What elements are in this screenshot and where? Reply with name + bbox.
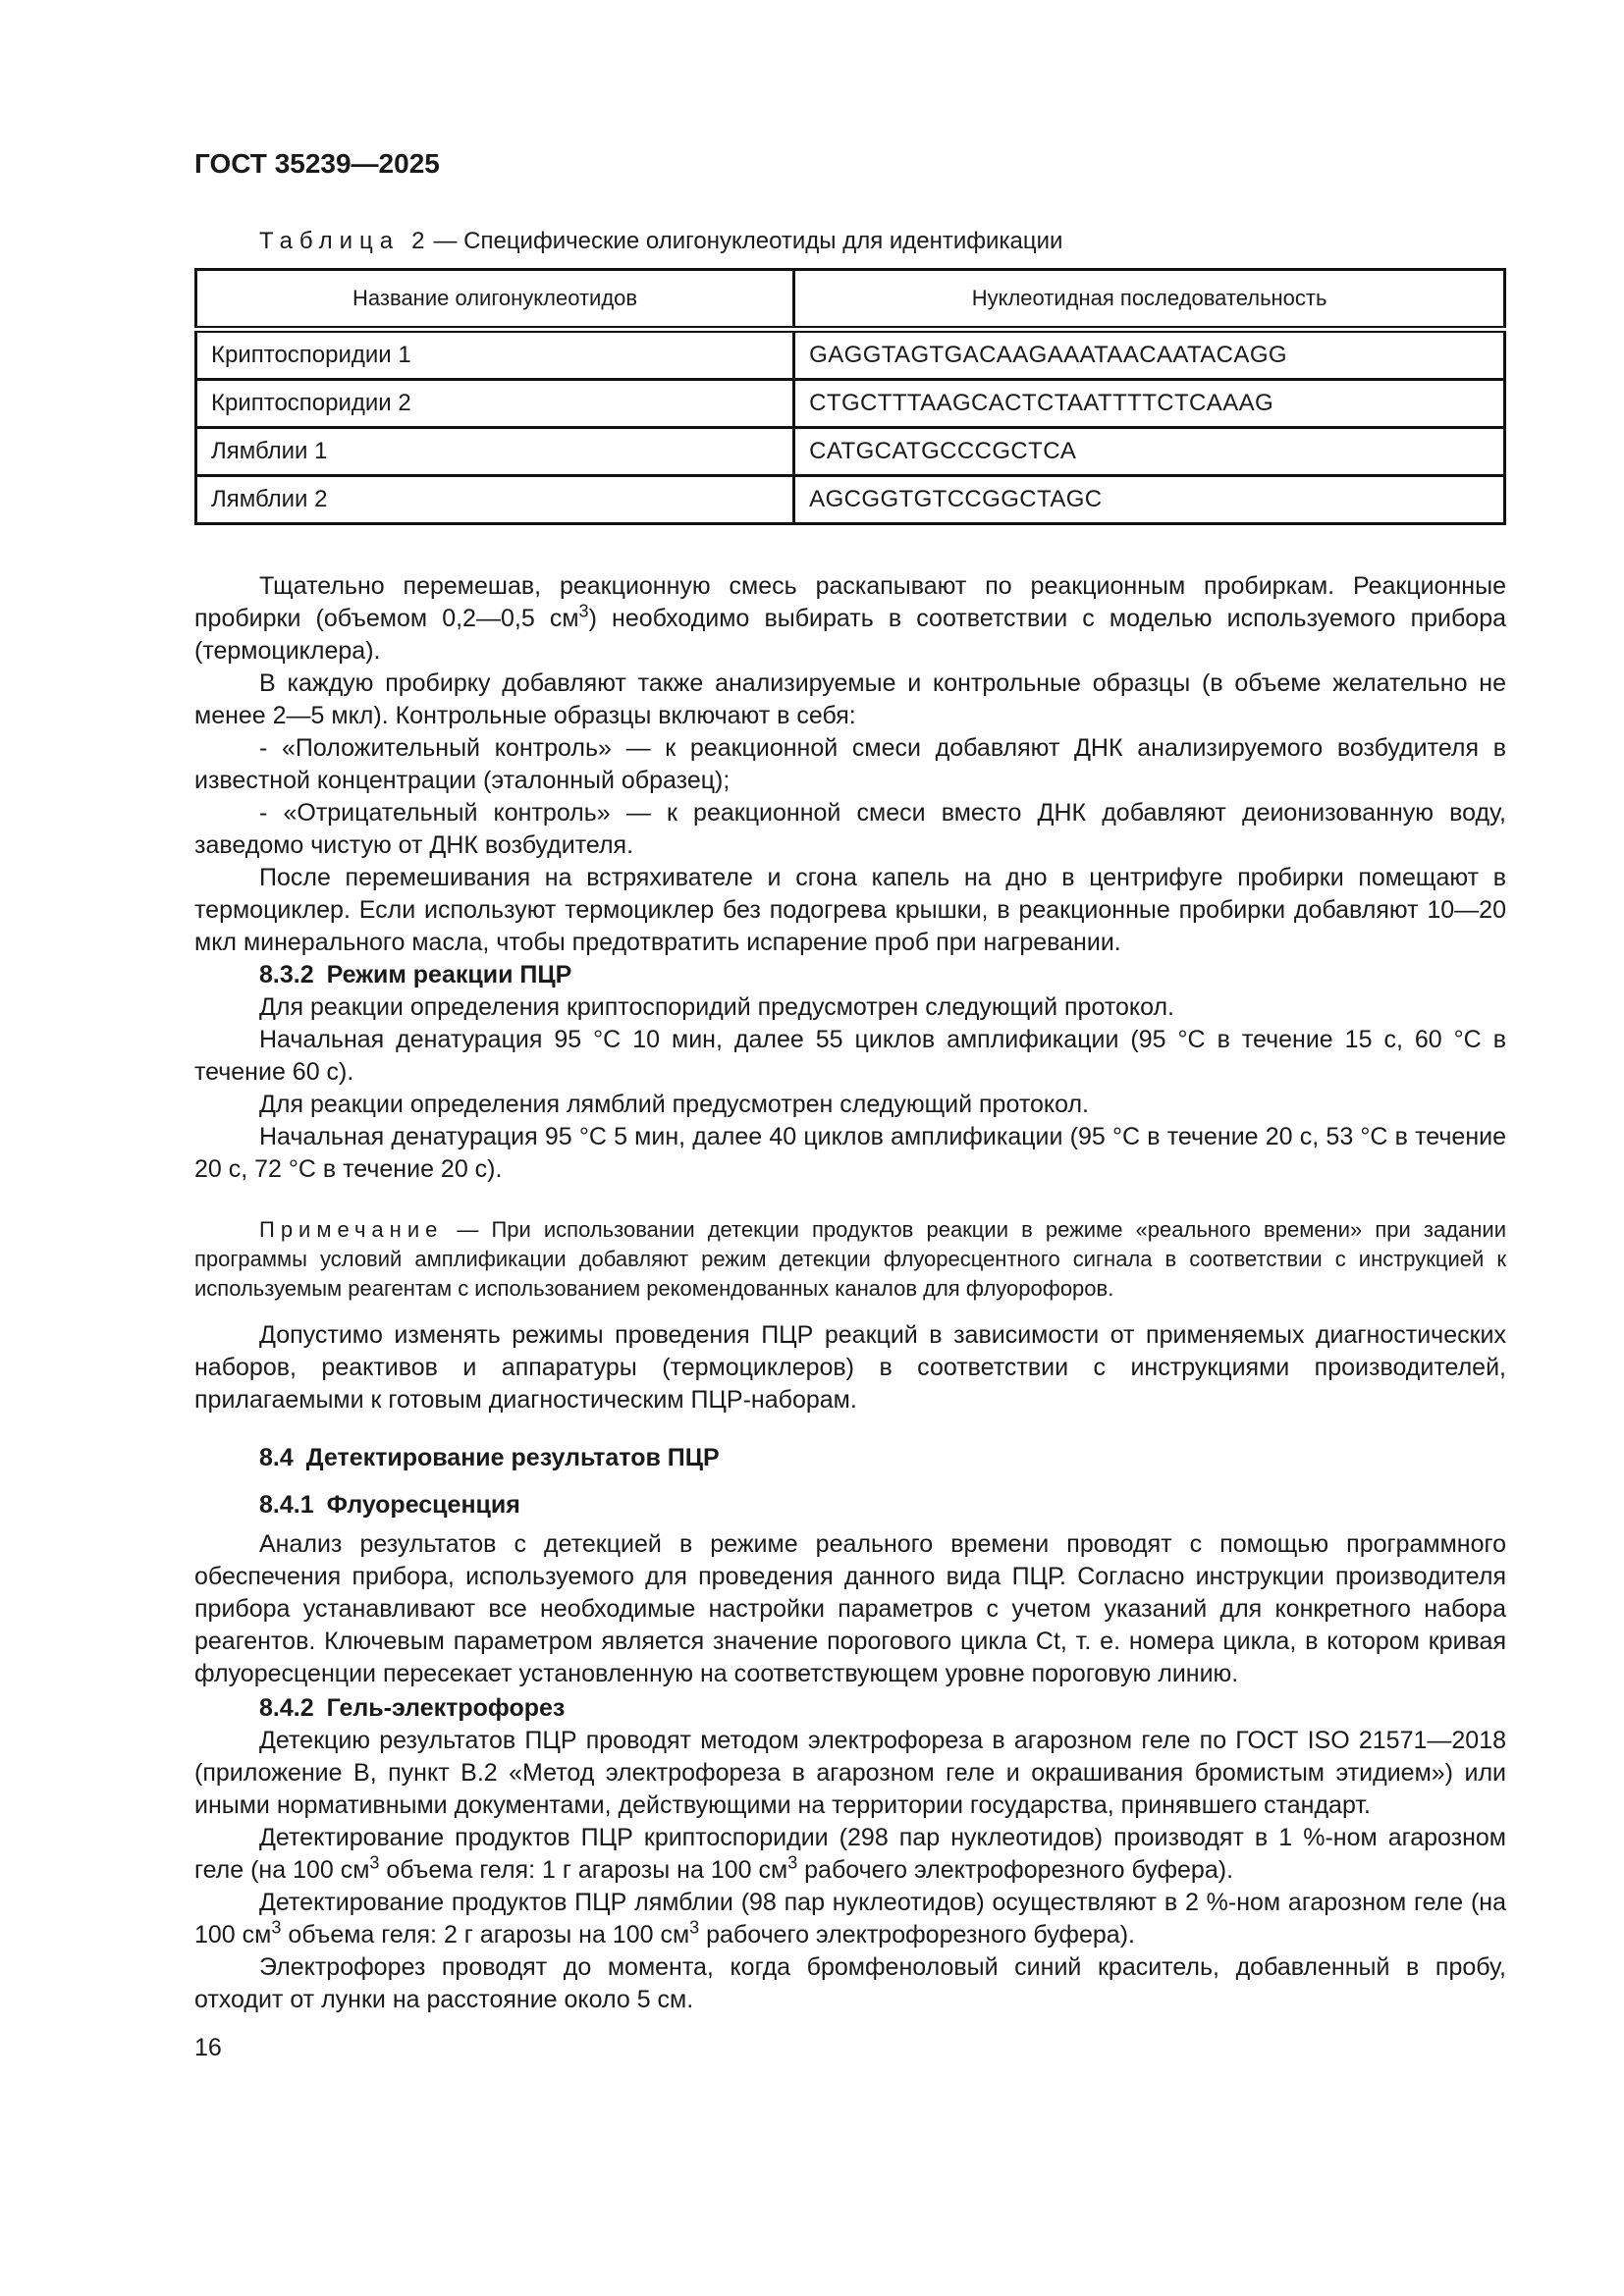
cell-oligo-name: Лямблии 2 <box>196 476 794 524</box>
cell-sequence: AGCGGTGTCCGGCTAGC <box>794 476 1505 524</box>
paragraph-lamblia-mode: Начальная денатурация 95 °С 5 мин, далее 40 циклов амплификации (95 °С в течение 20 с, 53 °С в течение 20 с, 72 °С в течение 20 с). <box>194 1123 1506 1183</box>
paragraph-lamblia-gel: Детектирование продуктов ПЦР лямблии (98 пар нуклеотидов) осуществляют в 2 %-ном агарозном геле (на 100 $см^3$ объема геля: 2 г агарозы на 100 $см^3$ рабочего электрофорезного буфера). <box>194 1889 1506 1949</box>
heading-text: Детектирование результатов ПЦР <box>305 1444 720 1471</box>
paragraph-electrophoresis: Электрофорез проводят до момента, когда бромфеноловый синий краситель, добавленный в пробу, отходит от лунки на расстояние около 5 см. <box>194 1953 1506 2013</box>
section-heading-8-4-2 <box>194 1692 1506 1725</box>
cell-sequence: CATGCATGCCCGCTCA <box>794 428 1505 476</box>
table-caption-label: Таблица <box>259 228 401 254</box>
paragraph-lamblia-protocol: Для реакции определения лямблий предусмотрен следующий протокол. <box>259 1091 1089 1118</box>
page-number: 16 <box>194 2034 222 2061</box>
table-row <box>196 380 1505 428</box>
section-heading-8-4-1 <box>194 1489 1506 1522</box>
list-item-negative-control: - «Отрицательный контроль» — к реакционной смеси вместо ДНК добавляют деионизованную воду, заведомо чистую от ДНК возбудителя. <box>194 799 1506 859</box>
table-row <box>196 476 1505 524</box>
paragraph-crypto-protocol: Для реакции определения криптоспоридий предусмотрен следующий протокол. <box>259 993 1174 1021</box>
column-header-oligo-name: Название олигонуклеотидов <box>196 270 794 330</box>
cell-sequence: CTGCTTTAAGCACTCTAATTTTCTCAAAG <box>794 380 1505 428</box>
heading-number: 8.4 <box>259 1444 294 1471</box>
table-header-row <box>196 270 1505 330</box>
paragraph-controls-intro: В каждую пробирку добавляют также анализируемые и контрольные образцы (в объеме желательно не менее 2—5 мкл). Контрольные образцы включают в себя: <box>194 669 1506 729</box>
paragraph-allowed-modes: Допустимо изменять режимы проведения ПЦР реакций в зависимости от применяемых диагностических наборов, реактивов и аппаратуры (термоциклеров) в соответствии с инструкциями производителей, прилагаемыми к готовым диагностическим ПЦР-наборам. <box>194 1321 1506 1414</box>
table-caption-number: 2 <box>411 228 425 254</box>
document-page <box>194 0 1506 2064</box>
paragraph-fluorescence: Анализ результатов с детекцией в режиме реального времени проводят с помощью программного обеспечения прибора, используемого для проведения данного вида ПЦР. Согласно инструкции производителя прибора устанавливают все необходимые настройки параметров с учетом указаний для конкретного набора реагентов. Ключевым параметром является значение порогового цикла Ct, т. е. номера цикла, в котором кривая флуоресценции пересекает установленную на соответствующем уровне пороговую линию. <box>194 1530 1506 1687</box>
standard-code: ГОСТ 35239—2025 <box>194 148 440 179</box>
oligonucleotide-table <box>194 268 1506 525</box>
heading-number: 8.3.2 <box>259 961 314 988</box>
cell-oligo-name: Криптоспоридии 2 <box>196 380 794 428</box>
section-heading-8-3-2 <box>194 959 1506 991</box>
table-row <box>196 428 1505 476</box>
cell-sequence: GAGGTAGTGACAAGAAATAACAATACAGG <box>794 330 1505 380</box>
paragraph-thermocycler: После перемешивания на встряхивателе и сгона капель на дно в центрифуге пробирки помещают в термоциклер. Если используют термоциклер без подогрева крышки, в реакционные пробирки добавляют 10—20 мкл минерального масла, чтобы предотвратить испарение проб при нагревании. <box>194 864 1506 956</box>
heading-text: Режим реакции ПЦР <box>326 961 572 988</box>
table-row <box>196 330 1505 380</box>
cell-oligo-name: Криптоспоридии 1 <box>196 330 794 380</box>
column-header-sequence: Нуклеотидная последовательность <box>794 270 1505 330</box>
table-caption-text: — Специфические олигонуклеотиды для идентификации <box>433 228 1063 254</box>
note-label: Примечание <box>259 1217 444 1242</box>
heading-number: 8.4.1 <box>259 1491 314 1519</box>
paragraph-gel-method: Детекцию результатов ПЦР проводят методом электрофореза в агарозном геле по ГОСТ ISO 21571—2018 (приложение В, пункт В.2 «Метод электрофореза в агарозном геле и окрашивания бромистым этидием») или иными нормативными документами, действующими на территории государства, принявшего стандарт. <box>194 1727 1506 1819</box>
heading-text: Гель-электрофорез <box>326 1694 566 1722</box>
list-item-positive-control: - «Положительный контроль» — к реакционной смеси добавляют ДНК анализируемого возбудителя в известной концентрации (эталонный образец); <box>194 734 1506 794</box>
cell-oligo-name: Лямблии 1 <box>196 428 794 476</box>
note <box>194 1215 1506 1304</box>
note-text: — При использовании детекции продуктов реакции в режиме «реального времени» при задании программы условий амплификации добавляют режим детекции флуоресцентного сигнала в соответствии с инструкцией к используемым реагентам с использованием рекомендованных каналов для флуорофоров. <box>194 1217 1506 1301</box>
section-heading-8-4 <box>194 1442 1506 1474</box>
heading-text: Флуоресценция <box>326 1491 520 1519</box>
table-caption <box>194 225 1506 257</box>
heading-number: 8.4.2 <box>259 1694 314 1722</box>
paragraph-crypto-mode: Начальная денатурация 95 °С 10 мин, далее 55 циклов амплификации (95 °С в течение 15 с, 60 °С в течение 60 с). <box>194 1026 1506 1086</box>
paragraph-reaction-mix: Тщательно перемешав, реакционную смесь раскапывают по реакционным пробиркам. Реакционные пробирки (объемом 0,2—0,5 $см^3$) необходимо выбирать в соответствии с моделью используемого прибора (термоциклера). <box>194 572 1506 665</box>
paragraph-crypto-gel: Детектирование продуктов ПЦР криптоспоридии (298 пар нуклеотидов) производят в 1 %-ном агарозном геле (на 100 $см^3$ объема геля: 1 г агарозы на 100 $см^3$ рабочего электрофорезного буфера). <box>194 1824 1506 1884</box>
